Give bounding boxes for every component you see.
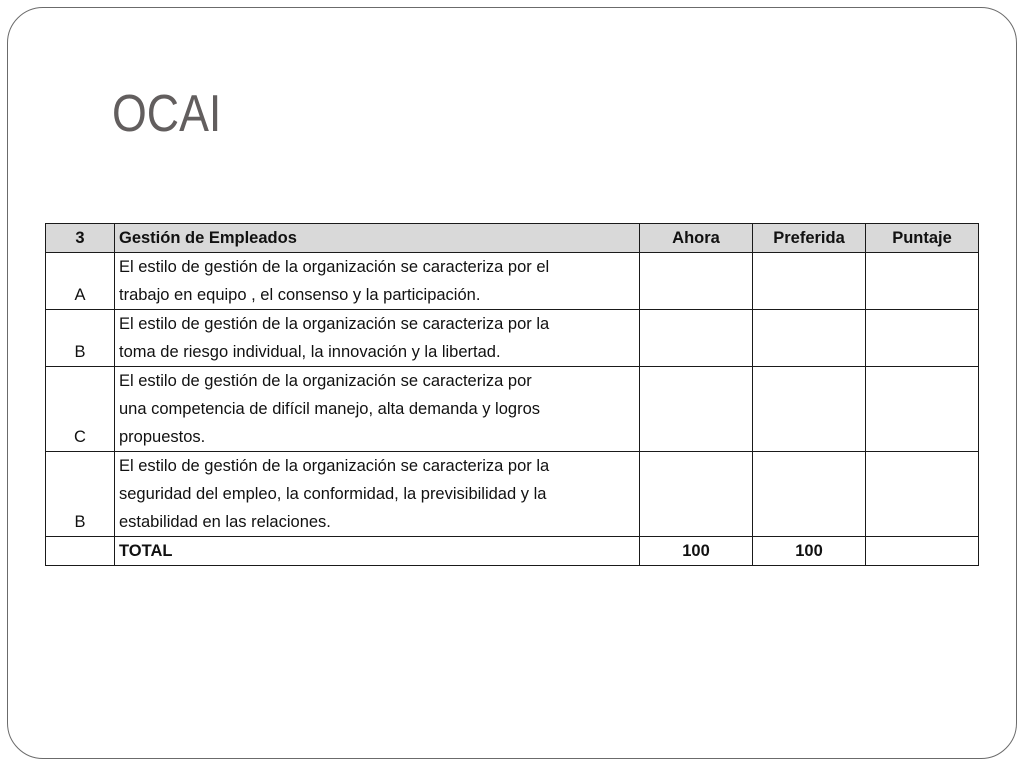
now-cell[interactable]: [640, 253, 753, 310]
table-header-row: [46, 224, 979, 253]
total-preferred: 100: [753, 537, 866, 566]
table-row: [46, 253, 979, 310]
score-cell[interactable]: [866, 452, 979, 537]
row-description: [115, 310, 640, 367]
table-row: [46, 310, 979, 367]
total-row: [46, 537, 979, 566]
header-section-number: 3: [46, 224, 115, 253]
description-line: El estilo de gestión de la organización se caracteriza por el: [119, 258, 550, 276]
slide-title: OCAI: [112, 85, 222, 143]
preferred-cell[interactable]: [753, 452, 866, 537]
description-line: una competencia de difícil manejo, alta demanda y logros: [119, 400, 540, 418]
score-cell[interactable]: [866, 253, 979, 310]
description-line: seguridad del empleo, la conformidad, la previsibilidad y la: [119, 485, 547, 503]
total-now: 100: [640, 537, 753, 566]
total-score: [866, 537, 979, 566]
table-row: [46, 367, 979, 452]
now-cell[interactable]: [640, 310, 753, 367]
row-option-letter: B: [46, 452, 115, 537]
row-option-letter: B: [46, 310, 115, 367]
description-line: El estilo de gestión de la organización se caracteriza por: [119, 372, 532, 390]
description-line: trabajo en equipo , el consenso y la participación.: [119, 286, 481, 304]
header-score: Puntaje: [866, 224, 979, 253]
total-label: TOTAL: [115, 537, 640, 566]
now-cell[interactable]: [640, 367, 753, 452]
description-line: toma de riesgo individual, la innovación y la libertad.: [119, 343, 501, 361]
row-option-letter: C: [46, 367, 115, 452]
preferred-cell[interactable]: [753, 253, 866, 310]
now-cell[interactable]: [640, 452, 753, 537]
header-description: Gestión de Empleados: [115, 224, 640, 253]
header-preferred: Preferida: [753, 224, 866, 253]
total-id-cell: [46, 537, 115, 566]
header-now: Ahora: [640, 224, 753, 253]
description-line: propuestos.: [119, 428, 206, 446]
table-row: [46, 452, 979, 537]
description-line: El estilo de gestión de la organización se caracteriza por la: [119, 457, 550, 475]
preferred-cell[interactable]: [753, 310, 866, 367]
description-line: estabilidad en las relaciones.: [119, 513, 331, 531]
preferred-cell[interactable]: [753, 367, 866, 452]
row-option-letter: A: [46, 253, 115, 310]
description-line: El estilo de gestión de la organización se caracteriza por la: [119, 315, 550, 333]
row-description: [115, 367, 640, 452]
ocai-table: [45, 223, 979, 566]
score-cell[interactable]: [866, 310, 979, 367]
row-description: [115, 452, 640, 537]
row-description: [115, 253, 640, 310]
score-cell[interactable]: [866, 367, 979, 452]
